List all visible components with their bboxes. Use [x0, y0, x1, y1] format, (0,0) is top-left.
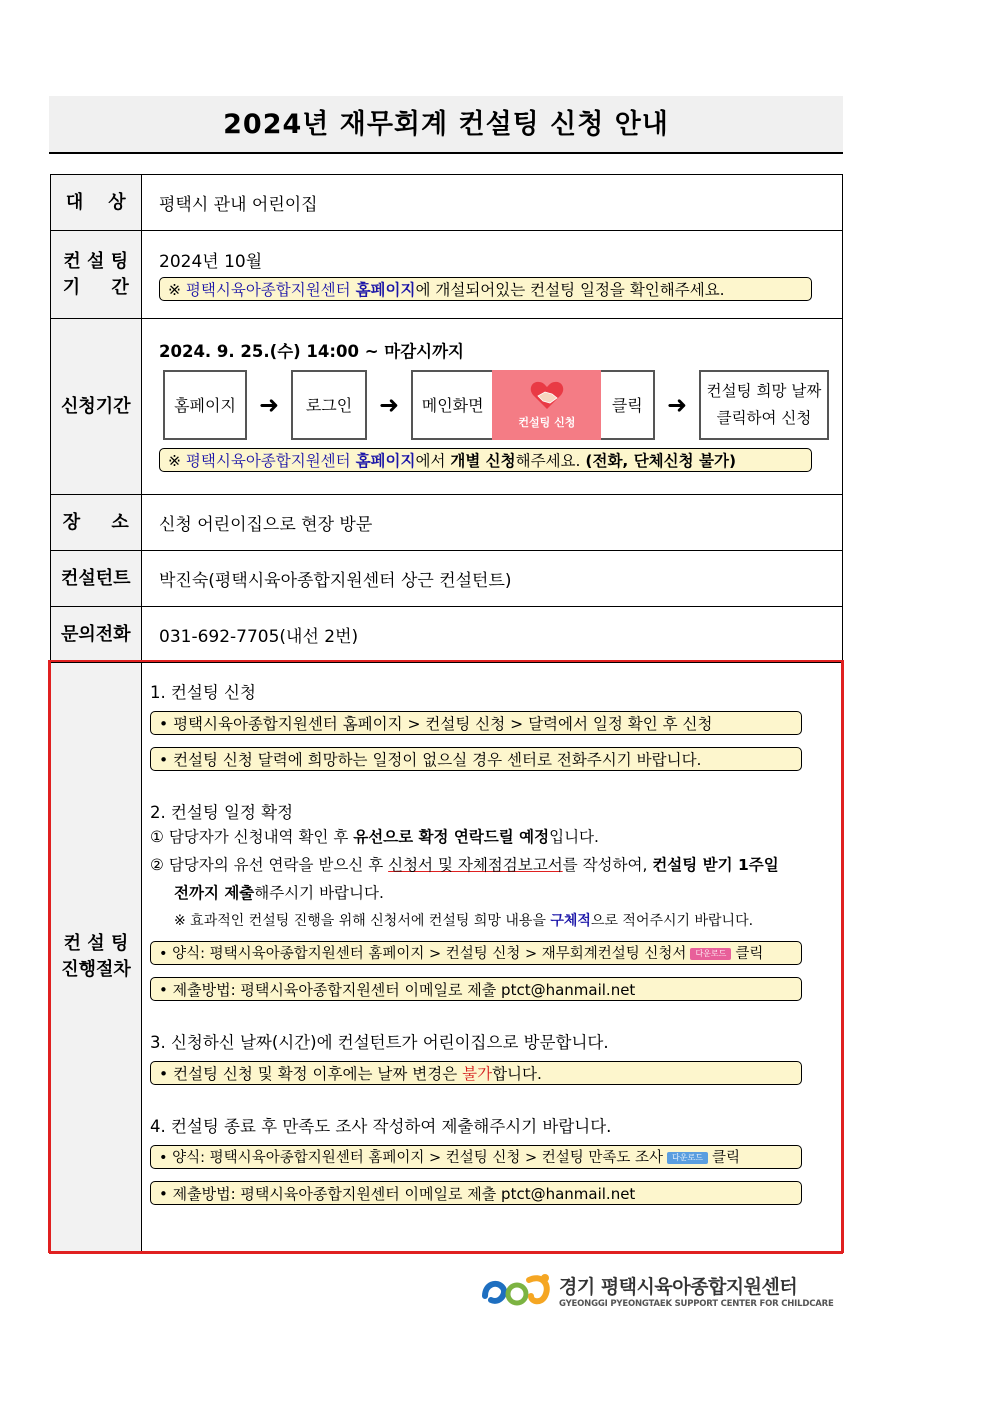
label-apply: 신청기간 [50, 319, 142, 495]
label-place: 장 소 [50, 495, 142, 551]
procedure-step2 [150, 799, 841, 1001]
step1-note2: • 컨설팅 신청 달력에 희망하는 일정이 없으실 경우 센터로 전화주시기 바랍니다. [150, 747, 802, 771]
info-table [49, 174, 843, 1254]
period-value: 2024년 10월 [159, 251, 263, 272]
period-note: ※ 평택시육아종합지원센터 홈페이지에 개설되어있는 컨설팅 일정을 확인해주세요. [159, 277, 812, 301]
label-procedure: 컨 설 팅 진행절차 [50, 663, 142, 1253]
step2-line1: ① 담당자가 신청내역 확인 후 유선으로 확정 연락드릴 예정입니다. [150, 828, 599, 846]
label-phone: 문의전화 [50, 607, 142, 663]
value-target: 평택시 관내 어린이집 [142, 175, 843, 231]
step1-title: 1. 컨설팅 신청 [150, 683, 256, 702]
step-login: 로그인 [291, 370, 367, 440]
step4-note2: • 제출방법: 평택시육아종합지원센터 이메일로 제출 ptct@hanmail.net [150, 1181, 802, 1205]
apply-flow [163, 370, 842, 440]
arrow-icon: ➜ [378, 390, 400, 419]
apply-period-value: 2024. 9. 25.(수) 14:00 ~ 마감시까지 [159, 341, 464, 361]
heart-handshake-icon [530, 380, 564, 410]
procedure-step3 [150, 1029, 841, 1085]
step2-title: 2. 컨설팅 일정 확정 [150, 803, 294, 822]
label-target: 대 상 [50, 175, 142, 231]
row-place [50, 495, 842, 551]
apply-note: ※ 평택시육아종합지원센터 홈페이지에서 개별 신청해주세요. (전화, 단체신청 불가) [159, 448, 812, 472]
row-target [50, 175, 842, 231]
center-name: 경기 평택시육아종합지원센터 [559, 1275, 798, 1298]
label-consultant: 컨설턴트 [50, 551, 142, 607]
email-link[interactable]: ptct@hanmail.net [501, 1185, 636, 1203]
label-period: 컨 설 팅 기 간 [50, 231, 142, 319]
step-main [411, 370, 655, 440]
arrow-icon: ➜ [666, 390, 688, 419]
center-logo [481, 1267, 841, 1313]
step4-note1: • 양식: 평택시육아종합지원센터 홈페이지 > 컨설팅 신청 > 컨설팅 만족도 조사 다운로드 클릭 [150, 1145, 802, 1169]
step2-note1: • 양식: 평택시육아종합지원센터 홈페이지 > 컨설팅 신청 > 재무회계컨설팅 신청서 다운로드 클릭 [150, 941, 802, 965]
step2-line2: ② 담당자의 유선 연락을 받으신 후 신청서 및 자체점검보고서를 작성하여, 컨설팅 받기 1주일 [150, 856, 779, 874]
arrow-icon: ➜ [258, 390, 280, 419]
step2-line3: 전까지 제출해주시기 바랍니다. [174, 884, 384, 902]
step3-title: 3. 신청하신 날짜(시간)에 컨설턴트가 어린이집으로 방문합니다. [150, 1033, 609, 1052]
step1-note1: • 평택시육아종합지원센터 홈페이지 > 컨설팅 신청 > 달력에서 일정 확인 후 신청 [150, 711, 802, 735]
center-logo-icon [481, 1270, 555, 1310]
title-bar [49, 96, 843, 154]
row-phone [50, 607, 842, 663]
step-main-click: 클릭 [611, 396, 643, 415]
row-consultant [50, 551, 842, 607]
consulting-apply-button-image [492, 370, 601, 440]
value-apply [142, 319, 843, 495]
download-tag[interactable]: 다운로드 [667, 1152, 708, 1164]
page-title: 2024년 재무회계 컨설팅 신청 안내 [223, 109, 669, 140]
row-period [50, 231, 842, 319]
value-consultant: 박진숙(평택시육아종합지원센터 상근 컨설턴트) [142, 551, 843, 607]
value-procedure [142, 663, 843, 1253]
email-link[interactable]: ptct@hanmail.net [501, 981, 636, 999]
step2-note2: • 제출방법: 평택시육아종합지원센터 이메일로 제출 ptct@hanmail.net [150, 977, 802, 1001]
value-period [142, 231, 843, 319]
step-select-date: 컨설팅 희망 날짜 클릭하여 신청 [699, 370, 829, 440]
step2-line4: ※ 효과적인 컨설팅 진행을 위해 신청서에 컨설팅 희망 내용을 구체적으로 적어주시기 바랍니다. [174, 913, 754, 929]
value-place: 신청 어린이집으로 현장 방문 [142, 495, 843, 551]
procedure-step4 [150, 1113, 841, 1205]
step-homepage: 홈페이지 [163, 370, 247, 440]
step-main-label: 메인화면 [421, 396, 484, 415]
consulting-apply-button-label: 컨설팅 신청 [518, 415, 576, 429]
download-tag[interactable]: 다운로드 [690, 948, 731, 960]
row-procedure [50, 663, 842, 1253]
value-phone: 031-692-7705(내선 2번) [142, 607, 843, 663]
step3-note: • 컨설팅 신청 및 확정 이후에는 날짜 변경은 불가합니다. [150, 1061, 802, 1085]
procedure-step1 [150, 679, 841, 771]
center-subtitle: GYEONGGI PYEONGTAEK SUPPORT CENTER FOR CHILDCARE [559, 1298, 834, 1309]
row-apply [50, 319, 842, 495]
step4-title: 4. 컨설팅 종료 후 만족도 조사 작성하여 제출해주시기 바랍니다. [150, 1117, 612, 1136]
center-logo-text [559, 1272, 834, 1309]
